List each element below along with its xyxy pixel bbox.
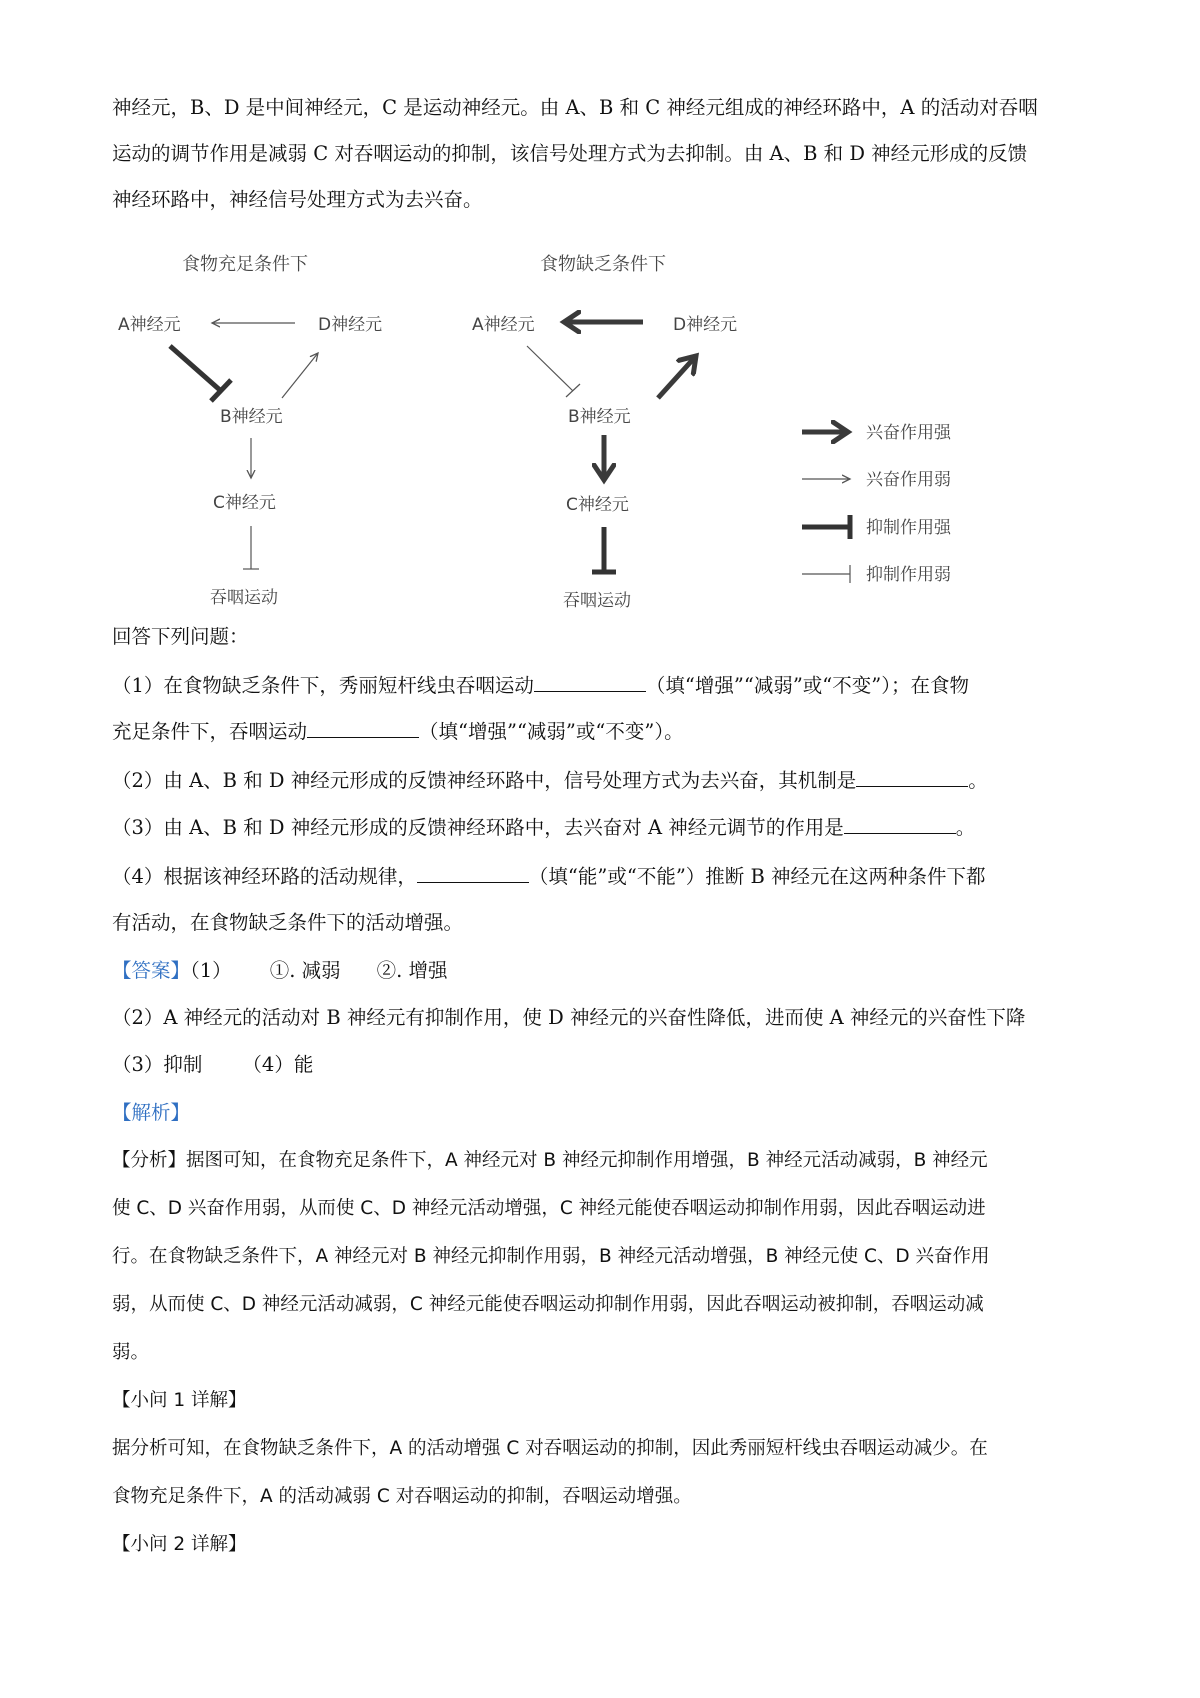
q4a-post: （填“能”或“不能”）推断 B 神经元在这两种条件下都 <box>528 865 986 888</box>
legend-weak-inhibit-label: 抑制作用弱 <box>866 565 951 585</box>
q1b-pre: 充足条件下，吞咽运动 <box>112 720 308 743</box>
legend-strong-inhibit-symbol <box>802 515 850 539</box>
question-1-line-1 <box>112 671 969 700</box>
right-node-a: A神经元 <box>472 315 535 335</box>
left-a-inhibits-b-strong <box>170 346 231 401</box>
right-b-to-d-strong-arrow <box>658 356 696 398</box>
right-node-b: B神经元 <box>568 407 631 427</box>
q1a-pre: （1）在食物缺乏条件下，秀丽短杆线虫吞咽运动 <box>112 674 534 697</box>
subquestion-1-line-2: 食物充足条件下，A 的活动减弱 C 对吞咽运动的抑制，吞咽运动增强。 <box>112 1486 692 1507</box>
neural-circuit-figure <box>0 0 1200 640</box>
legend-weak-inhibit-symbol <box>802 565 850 583</box>
answer-3-4 <box>112 1051 313 1079</box>
question-4-line-2: 有活动，在食物缺乏条件下的活动增强。 <box>112 911 464 934</box>
answer-1-part-1: ①. 减弱 <box>269 959 341 982</box>
q2-pre: （2）由 A、B 和 D 神经元形成的反馈神经环路中，信号处理方式为去兴奋，其机制是 <box>112 769 857 792</box>
analysis-line-2: 使 C、D 兴奋作用弱，从而使 C、D 神经元活动增强，C 神经元能使吞咽运动抑制作用弱，因此吞咽运动进 <box>112 1198 986 1219</box>
q1b-post: （填“增强”“减弱”或“不变”）。 <box>419 720 684 743</box>
q2-blank[interactable] <box>856 766 968 787</box>
q4-blank[interactable] <box>417 862 529 883</box>
left-node-c: C神经元 <box>213 493 276 513</box>
q3-pre: （3）由 A、B 和 D 神经元形成的反馈神经环路中，去兴奋对 A 神经元调节的作用是 <box>112 816 844 839</box>
q3-blank[interactable] <box>844 813 956 834</box>
q3-post: 。 <box>955 816 976 839</box>
answer-4: （4）能 <box>242 1053 314 1076</box>
left-c-inhibits-swallow-weak <box>243 526 259 569</box>
question-4-line-1 <box>112 862 986 891</box>
right-a-inhibits-b-weak <box>527 346 580 397</box>
subquestion-1-title: 【小问 1 详解】 <box>112 1390 247 1411</box>
legend-weak-excite-label: 兴奋作用弱 <box>866 470 951 490</box>
answer-tag: 【答案】 <box>112 959 191 982</box>
right-node-d: D神经元 <box>673 315 738 335</box>
analysis-tag: 【解析】 <box>112 1101 191 1124</box>
q1-blank-2[interactable] <box>307 717 419 738</box>
answer-3: （3）抑制 <box>112 1053 203 1076</box>
right-node-c: C神经元 <box>566 495 629 515</box>
intro-line-1: 神经元，B、D 是中间神经元，C 是运动神经元。由 A、B 和 C 神经元组成的神经环路中，A 的活动对吞咽 <box>112 96 1038 119</box>
question-1-line-2 <box>112 717 684 746</box>
right-c-inhibits-swallow-strong <box>592 527 616 572</box>
left-b-to-d-arrow <box>282 353 318 398</box>
question-3 <box>112 813 975 842</box>
questions-header: 回答下列问题： <box>112 625 249 648</box>
answer-line-1 <box>112 957 448 985</box>
intro-line-3: 神经环路中，神经信号处理方式为去兴奋。 <box>112 188 483 211</box>
legend-strong-excite-label: 兴奋作用强 <box>866 423 951 443</box>
analysis-line-5: 弱。 <box>112 1342 150 1363</box>
left-node-d: D神经元 <box>318 315 383 335</box>
analysis-line-4: 弱，从而使 C、D 神经元活动减弱，C 神经元能使吞咽运动抑制作用弱，因此吞咽运动被抑制，吞咽运动减 <box>112 1294 984 1315</box>
left-node-b: B神经元 <box>220 407 283 427</box>
right-swallow: 吞咽运动 <box>563 591 631 611</box>
analysis-line-1: 【分析】据图可知，在食物充足条件下，A 神经元对 B 神经元抑制作用增强，B 神经元活动减弱，B 神经元 <box>112 1150 988 1171</box>
q1a-post: （填“增强”“减弱”或“不变”）；在食物 <box>645 674 969 697</box>
legend-strong-inhibit-label: 抑制作用强 <box>866 518 951 538</box>
right-panel-title: 食物缺乏条件下 <box>540 254 666 275</box>
subquestion-2-title: 【小问 2 详解】 <box>112 1534 247 1555</box>
question-2 <box>112 766 988 795</box>
answer-1-part-2: ②. 增强 <box>376 959 448 982</box>
analysis-line-3: 行。在食物缺乏条件下，A 神经元对 B 神经元抑制作用弱，B 神经元活动增强，B 神经元使 C、D 兴奋作用 <box>112 1246 990 1267</box>
answer-1-number: （1） <box>190 959 232 982</box>
intro-line-2: 运动的调节作用是减弱 C 对吞咽运动的抑制，该信号处理方式为去抑制。由 A、B 和 D 神经元形成的反馈 <box>112 142 1028 165</box>
answer-2: （2）A 神经元的活动对 B 神经元有抑制作用，使 D 神经元的兴奋性降低，进而使 A 神经元的兴奋性下降 <box>112 1006 1026 1029</box>
left-swallow: 吞咽运动 <box>210 588 278 608</box>
q4a-pre: （4）根据该神经环路的活动规律， <box>112 865 417 888</box>
left-node-a: A神经元 <box>118 315 181 335</box>
left-panel-title: 食物充足条件下 <box>182 254 308 275</box>
subquestion-1-line-1: 据分析可知，在食物缺乏条件下，A 的活动增强 C 对吞咽运动的抑制，因此秀丽短杆线虫吞咽运动减少。在 <box>112 1438 988 1459</box>
q2-post: 。 <box>968 769 988 792</box>
q1-blank-1[interactable] <box>534 671 646 692</box>
